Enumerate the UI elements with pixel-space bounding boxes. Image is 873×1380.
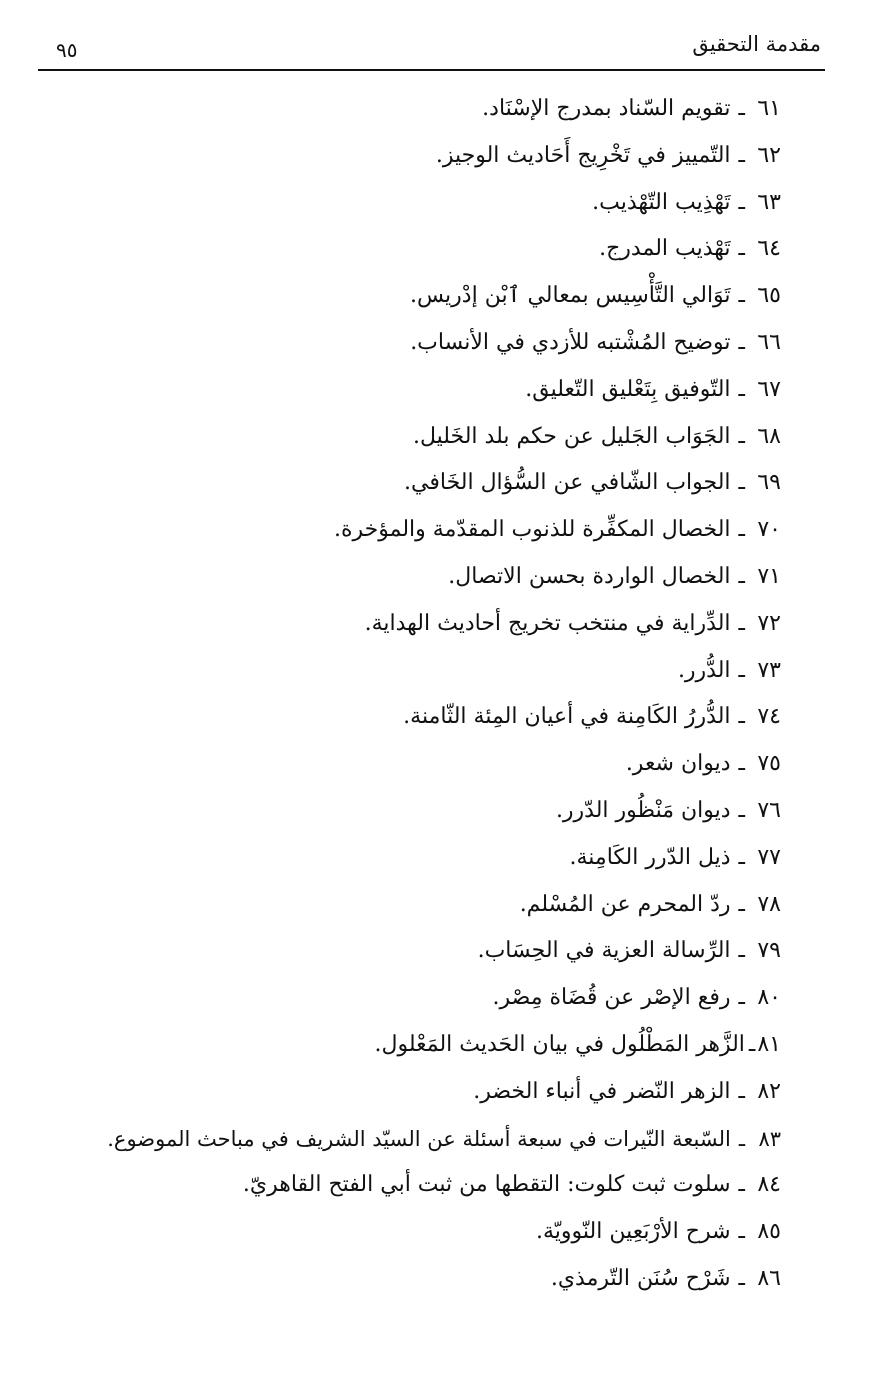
list-item [21,273,781,320]
entry-number: ٨٠ [757,985,781,1011]
list-item [21,1069,781,1116]
entry-text: السّبعة النّيرات في سبعة أسئلة عن السيّد الشريف في مباحث الموضوع. [107,1126,731,1151]
entry-number: ٦٢ [757,142,781,168]
entry-text: الدِّراية في منتخب تخريج أحاديث الهداية. [364,610,731,636]
entry-dash: ـ [738,376,745,402]
entry-dash: ـ [748,1031,756,1057]
entry-number: ٧٧ [757,844,781,870]
entry-dash: ـ [738,96,745,121]
entry-text: رفع الإصْر عن قُضَاة مِصْر. [492,985,731,1011]
entry-dash: ـ [738,236,745,262]
entry-number: ٨٣ [758,1126,781,1151]
entry-text: التّوفيق بِتَعْليق التّعليق. [525,376,731,402]
entry-dash: ـ [738,938,745,964]
entry-number: ٦٨ [757,423,781,449]
entry-dash: ـ [738,891,745,917]
list-item [21,414,781,461]
entry-number: ٦٣ [757,189,781,215]
list-item [21,367,781,414]
entry-text: الرِّسالة العزية في الحِسَاب. [477,938,731,964]
list-item [21,1162,781,1209]
entry-number: ٦١ [757,96,781,121]
list-item [21,975,781,1022]
entry-dash: ـ [738,470,745,496]
entry-text: الزهر النّضر في أنباء الخضر. [473,1078,731,1104]
entry-dash: ـ [738,517,745,543]
entry-number: ٧٣ [757,657,781,683]
entry-number: ٨٤ [757,1172,781,1198]
entry-number: ٨١ [757,1031,781,1057]
entry-dash: ـ [738,1172,745,1198]
page-number: ٩٥ [56,38,78,62]
entry-number: ٦٧ [757,376,781,402]
entry-number: ٧١ [757,563,781,589]
entry-dash: ـ [738,563,745,589]
entry-number: ٧٨ [757,891,781,917]
entry-dash: ـ [738,423,745,449]
entry-dash: ـ [738,1078,745,1104]
list-item [21,648,781,695]
list-item [21,460,781,507]
list-item [21,788,781,835]
entry-text: سلوت ثبت كلوت: التقطها من ثبت أبي الفتح القاهريّ. [242,1172,731,1198]
entry-number: ٨٥ [757,1219,781,1245]
entry-dash: ـ [738,985,745,1011]
running-header-title: مقدمة التحقيق [692,32,821,56]
entry-dash: ـ [738,657,745,683]
entry-dash: ـ [738,751,745,777]
entry-dash: ـ [738,1219,745,1245]
entry-text: الجَوَاب الجَليل عن حكم بلد الخَليل. [412,423,731,449]
entry-dash: ـ [738,1126,745,1151]
entry-number: ٦٤ [757,236,781,262]
entry-text: ديوان شعر. [625,751,731,777]
entry-text: شرح الأرْبَعِين النّوويّة. [536,1219,731,1245]
entry-dash: ـ [738,844,745,870]
entry-number: ٨٦ [757,1265,781,1291]
list-item [21,507,781,554]
entry-text: ديوان مَنْظُور الدّرر. [555,797,731,823]
entry-number: ٧٤ [757,704,781,730]
entry-text: شَرْح سُنَن التّرمذي. [550,1265,731,1291]
entry-dash: ـ [738,189,745,215]
entry-number: ٧٥ [757,751,781,777]
entry-text: الدُّررُ الكَامِنة في أعيان المِئة الثّامنة. [403,704,731,730]
entry-text: الجواب الشّافي عن السُّؤال الخَافي. [404,470,731,496]
entry-number: ٧٢ [757,610,781,636]
entry-number: ٨٢ [757,1078,781,1104]
entry-dash: ـ [738,704,745,730]
entry-dash: ـ [738,610,745,636]
entry-text: تَهْذيب المدرج. [599,236,731,262]
header-rule [38,69,825,71]
entry-dash: ـ [738,797,745,823]
list-item [21,133,781,180]
entry-number: ٦٥ [757,283,781,309]
list-item [21,835,781,882]
list-item [21,1022,781,1069]
list-item [21,554,781,601]
entry-text: الدُّرر. [677,657,731,683]
list-item [21,1256,781,1303]
entry-text: الخصال المكفِّرة للذنوب المقدّمة والمؤخرة. [334,517,731,543]
list-item [21,882,781,929]
entry-text: التّمييز في تَخْرِيج أَحَاديث الوجيز. [435,142,731,168]
entry-text: تقويم السّناد بمدرج الإسْنَاد. [482,96,731,121]
entry-text: ردّ المحرم عن المُسْلم. [519,891,731,917]
entry-number: ٧٩ [757,938,781,964]
bibliography-list [21,86,781,1303]
entry-number: ٧٠ [757,517,781,543]
list-item [21,694,781,741]
entry-text: تَهْذِيب التّهْذيب. [592,189,731,215]
list-item [21,320,781,367]
list-item [21,226,781,273]
list-item [21,86,781,133]
list-item [21,1116,781,1163]
list-item [21,180,781,227]
list-item [21,601,781,648]
entry-number: ٦٦ [757,329,781,355]
entry-number: ٧٦ [757,797,781,823]
list-item [21,741,781,788]
entry-text: الخصال الواردة بحسن الاتصال. [448,563,731,589]
entry-text: توضيح المُشْتبه للأزدي في الأنساب. [410,329,731,355]
entry-dash: ـ [738,1265,745,1291]
entry-dash: ـ [738,329,745,355]
entry-number: ٦٩ [757,470,781,496]
entry-text: تَوَالي التَّأْسِيس بمعالي ٱبْن إدْريس. [410,283,731,309]
entry-dash: ـ [738,142,745,168]
entry-dash: ـ [738,283,745,309]
entry-text: الزَّهر المَطْلُول في بيان الحَديث المَعْلول. [374,1031,745,1057]
list-item [21,1209,781,1256]
entry-text: ذيل الدّرر الكَامِنة. [569,844,731,870]
list-item [21,928,781,975]
